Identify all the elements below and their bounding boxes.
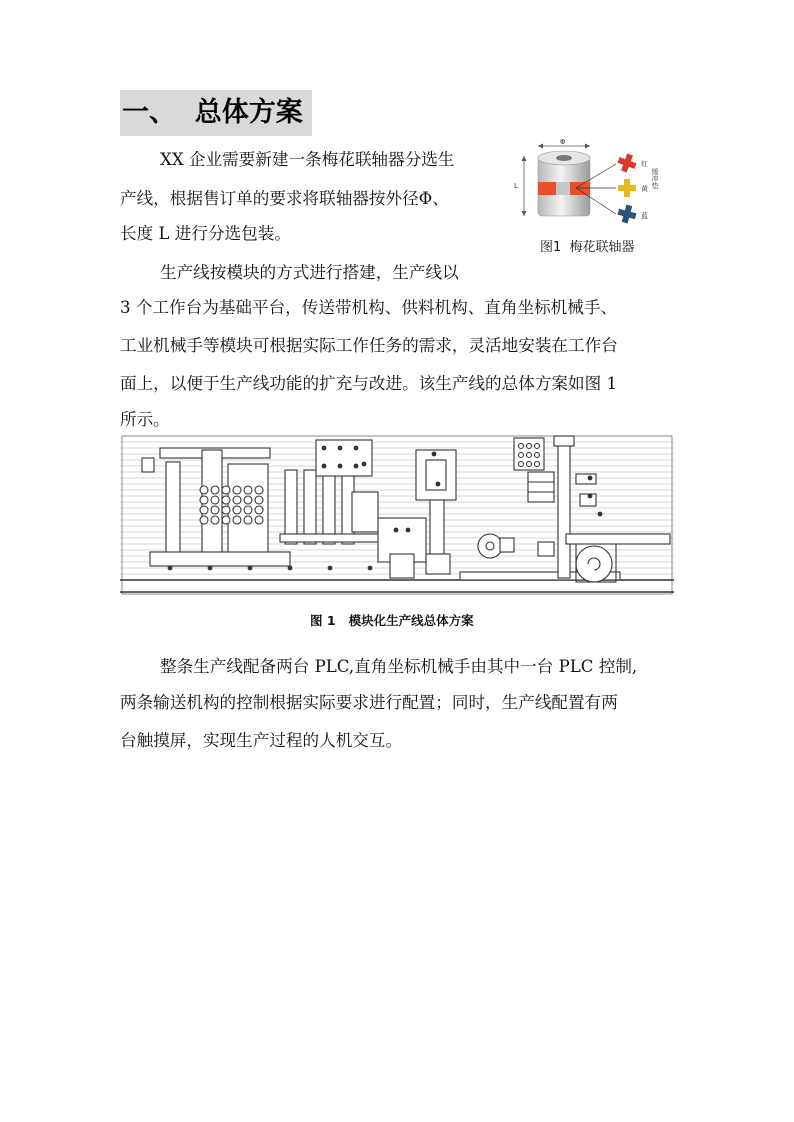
dim-phi-label: Φ <box>560 138 566 146</box>
paragraph-line: 所示。 <box>120 410 170 429</box>
dim-l-label: L <box>514 182 518 190</box>
coupling-figure-caption: 图1 梅花联轴器 <box>540 240 635 255</box>
color-label-blue: 蓝 <box>641 212 648 220</box>
blue-cushion-icon <box>616 203 638 225</box>
color-label-red: 红 <box>641 160 648 168</box>
paragraph-line: 台触摸屏，实现生产过程的人机交互。 <box>120 731 403 750</box>
paragraph-line: 3 个工作台为基础平台，传送带机构、供料机构、直角坐标机械手、 <box>120 298 618 317</box>
cushion-label: 缓冲垫 <box>651 168 659 189</box>
color-label-yellow: 黄 <box>641 185 648 193</box>
paragraph-line: 产线，根据售订单的要求将联轴器按外径Φ、 <box>120 189 449 208</box>
paragraph-line: 长度 L 进行分选包装。 <box>120 224 291 243</box>
paragraph-line: 两条输送机构的控制根据实际要求进行配置；同时，生产线配置有两 <box>120 693 618 712</box>
paragraph-line: 整条生产线配备两台 PLC,直角坐标机械手由其中一台 PLC 控制, <box>160 657 638 676</box>
paragraph-line: 工业机械手等模块可根据实际工作任务的需求，灵活地安装在工作台 <box>120 336 618 355</box>
production-line-figure-caption: 图 1 模块化生产线总体方案 <box>310 613 474 628</box>
production-line-figure <box>120 434 674 596</box>
yellow-cushion-icon <box>616 177 638 199</box>
paragraph-line: XX 企业需要新建一条梅花联轴器分选生 <box>160 150 455 169</box>
paragraph-line: 生产线按模块的方式进行搭建，生产线以 <box>160 263 459 282</box>
paragraph-line: 面上，以便于生产线功能的扩充与改进。该生产线的总体方案如图 1 <box>120 374 618 393</box>
red-cushion-icon <box>615 151 638 174</box>
section-heading: 一、 总体方案 <box>120 90 312 136</box>
